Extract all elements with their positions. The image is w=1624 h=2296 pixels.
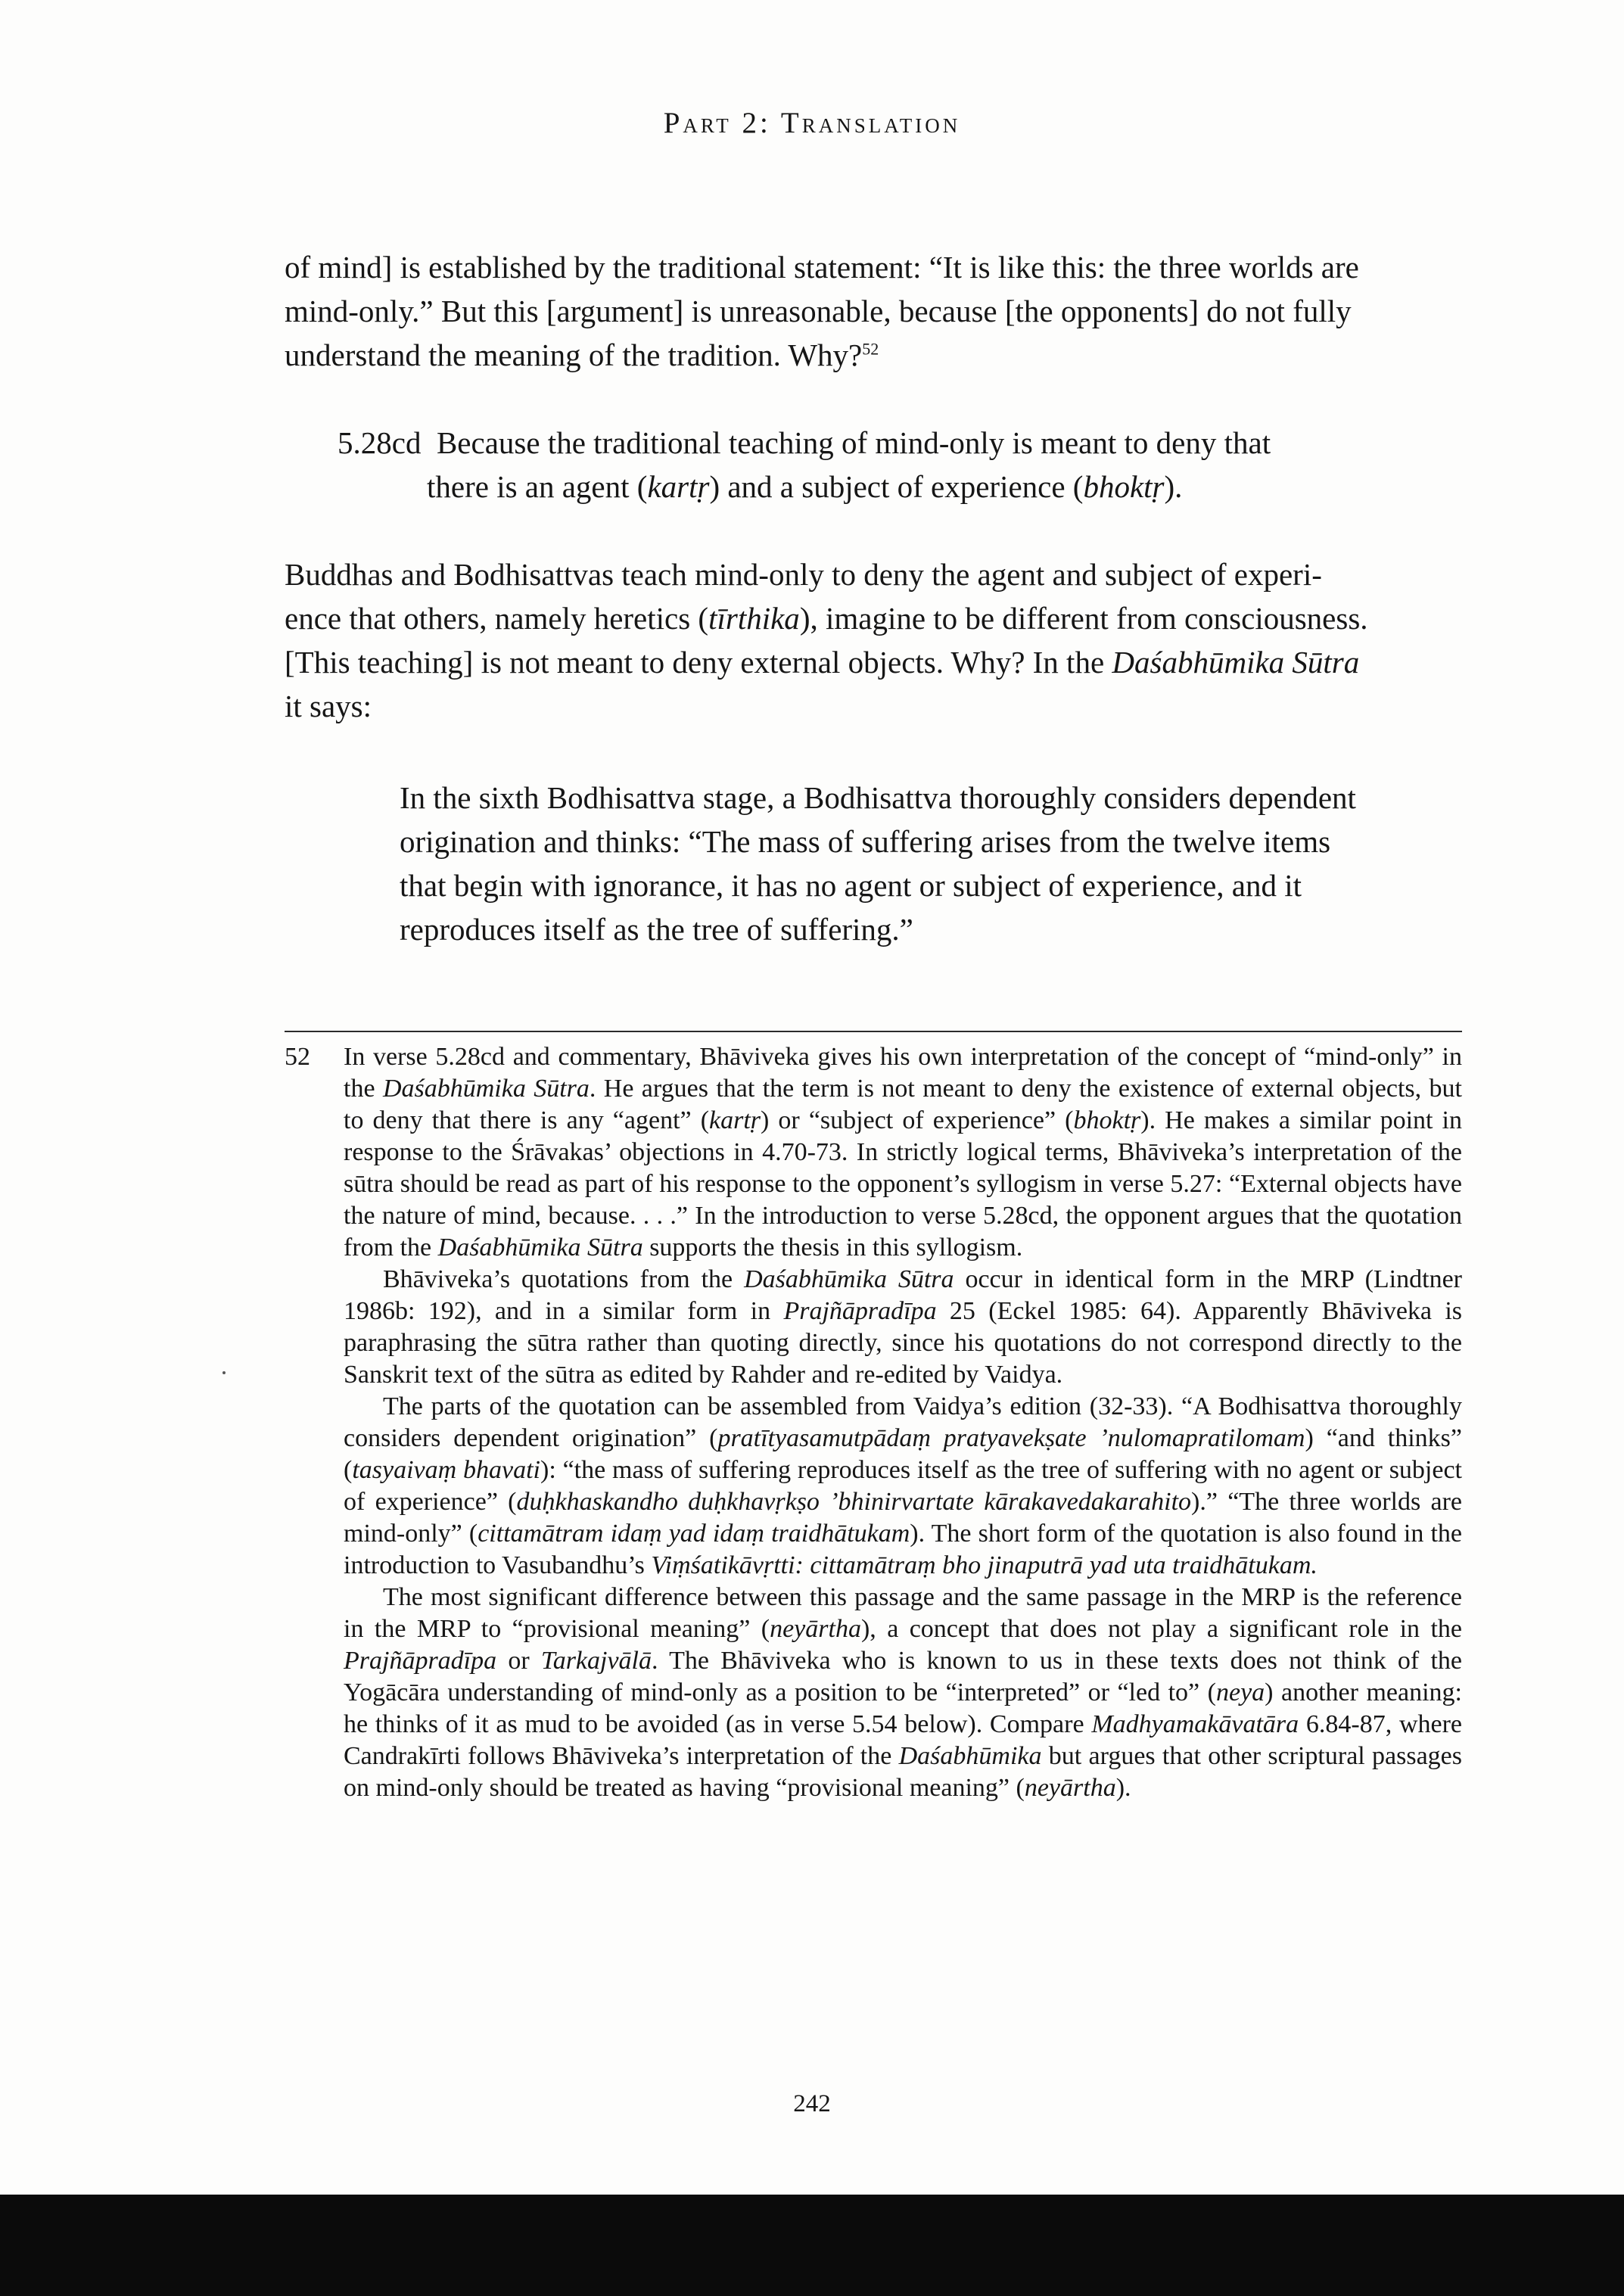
verse-label: 5.28cd [338,425,422,460]
footnote-paragraph-3: The parts of the quotation can be assembled from Vaidya’s edition (32-33). “A Bodhisattva thoroughly considers dependent origination” (pratītyasamutpādaṃ pratyavekṣate ’nulomapratilomam) “and thinks” (tasyaivaṃ bhavati): “the mass of suffering reproduces itself as the tree of suffering with no agent or subject of experience” (duḥkhaskandho duḥkhavṛkṣo ’bhinirvartate kārakavedakarahito).” “The three worlds are mind-only” (cittamātram idaṃ yad idaṃ traidhātukam). The short form of the quotation is also found in the introduction to Vasubandhu’s Viṃśatikāvṛtti: cittamātraṃ bho jinaputrā yad uta traidhātukam. [344,1392,1463,1579]
scan-border [0,2195,1624,2296]
page-number: 242 [793,2090,831,2117]
footnote-paragraph-2: Bhāviveka’s quotations from the Daśabhūmika Sūtra occur in identical form in the MRP (Lindtner 1986b: 192), and in a similar form in Prajñāpradīpa 25 (Eckel 1985: 64). Apparently Bhāviveka is paraphrasing the sūtra rather than quoting directly, since his quotations do not correspond directly to the Sanskrit text of the sūtra as edited by Rahder and re-edited by Vaidya. [344,1265,1462,1389]
footnote-rule [285,1031,1462,1032]
footnote-paragraph-4: The most significant difference between this passage and the same passage in the MRP is the reference in the MRP to “provisional meaning” (neyārtha), a concept that does not play a significant role in the Prajñāpradīpa or Tarkajvālā. The Bhāviveka who is known to us in these texts does not think of the Yogācāra understanding of mind-only as a position to be “interpreted” or “led to” (neya) another meaning: he thinks of it as mud to be avoided (as in verse 5.54 below). Compare Madhyamakāvatāra 6.84-87, where Candrakīrti follows Bhāviveka’s interpretation of the Daśabhūmika but argues that other scriptural passages on mind-only should be treated as having “provisional meaning” (neyārtha). [344,1583,1463,1802]
block-quotation: In the sixth Bodhisattva stage, a Bodhisattva thoroughly considers dependent origination and thinks: “The mass of suffering arises from the twelve items that begin with ignorance, it has no agent or subject of experience, and it reproduces itself as the tree of suffering.” [400,780,1356,947]
scan-speck [222,1371,226,1374]
paragraph-continuation: of mind] is established by the traditional statement: “It is like this: the three worlds are mind-only.” But this [argument] is unreasonable, because [the opponents] do not fully understand the meaning of the tradition. Why?$^{52}$ [285,250,1359,372]
footnote-number: 52 [285,1043,310,1071]
verse-5-28cd: 5.28cd Because the traditional teaching of mind-only is meant to deny that there is an agent (kartṛ) and a subject of experience (bhoktṛ). [338,425,1271,504]
paragraph-commentary: Buddhas and Bodhisattvas teach mind-only to deny the agent and subject of experi- ence that others, namely heretics (tīrthika), imagine to be different from consciousness. [This teaching] is not meant to deny external objects. Why? In the Daśabhūmika Sūtra it says: [285,557,1368,723]
running-head: Part 2: Translation [663,107,961,139]
footnote-paragraph-1: 52 In verse 5.28cd and commentary, Bhāviveka gives his own interpretation of the concept of “mind-only” in the Daśabhūmika Sūtra. He argues that the term is not meant to deny the existence of external objects, but to deny that there is any “agent” (kartṛ) or “subject of experience” (bhoktṛ). He makes a similar point in response to the Śrāvakas’ objections in 4.70-73. In strictly logical terms, Bhāviveka’s interpretation of the sūtra should be read as part of his response to the opponent’s syllogism in verse 5.27: “External objects have the nature of mind, because. . . .” In the introduction to verse 5.28cd, the opponent argues that the quotation from the Daśabhūmika Sūtra supports the thesis in this syllogism. [285,1043,1463,1262]
footnote-52 [285,1041,1462,1804]
footnote-reference: 52 [862,339,879,359]
